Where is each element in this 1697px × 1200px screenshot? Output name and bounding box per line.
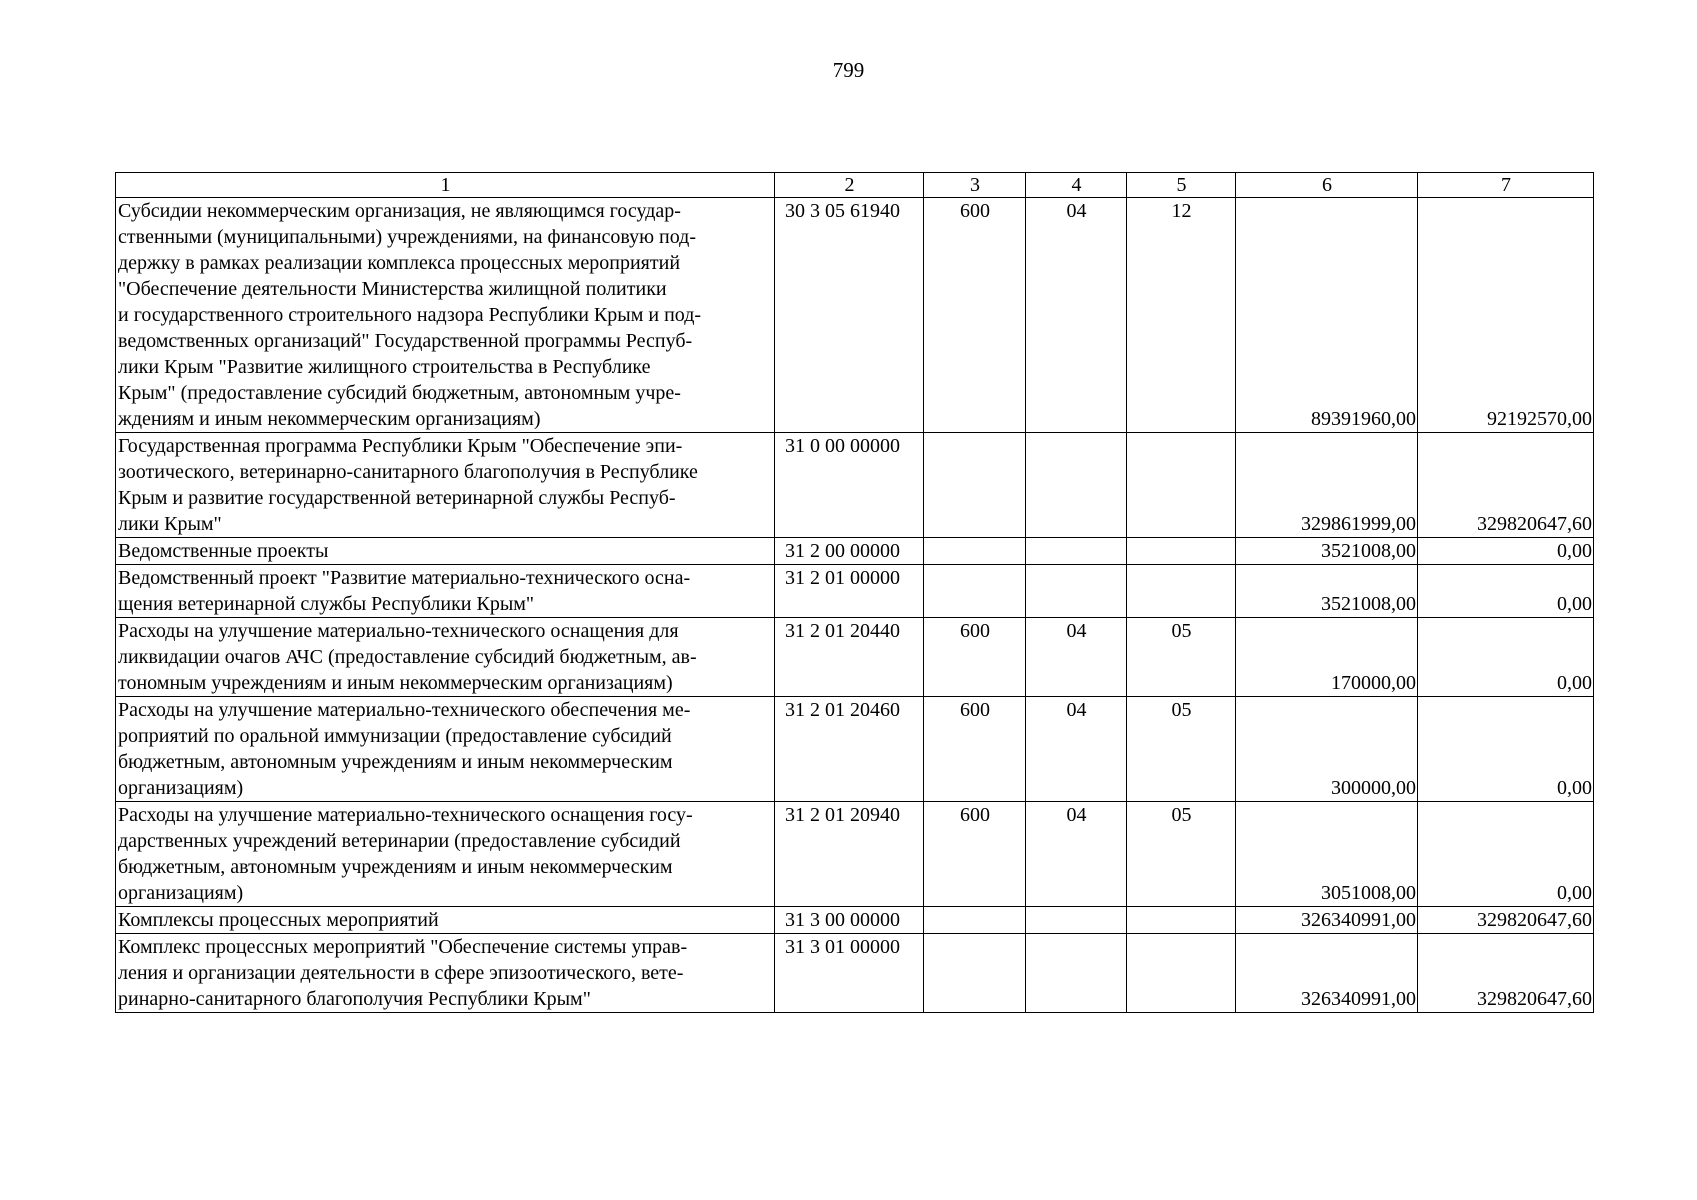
row-col4 [1026,565,1127,618]
row-amount-col6: 300000,00 [1236,697,1418,802]
row-amount-col6: 326340991,00 [1236,907,1418,934]
row-col5 [1127,934,1236,1013]
row-col4: 04 [1026,697,1127,802]
row-code: 31 0 00 00000 [775,433,924,538]
row-amount-col6: 329861999,00 [1236,433,1418,538]
row-code: 31 3 01 00000 [775,934,924,1013]
table-row [116,618,1594,697]
row-amount-col7: 329820647,60 [1418,907,1594,934]
table-row [116,565,1594,618]
table-row [116,697,1594,802]
row-amount-col7: 329820647,60 [1418,934,1594,1013]
row-col4: 04 [1026,198,1127,433]
row-col3: 600 [924,802,1026,907]
table-row [116,198,1594,433]
row-col3 [924,433,1026,538]
row-code: 30 3 05 61940 [775,198,924,433]
row-name: Расходы на улучшение материально-технического обеспечения ме- роприятий по оральной иммунизации (предоставление субсидий бюджетным, автономным учреждениям и иным некоммерческим организациям) [116,697,775,802]
row-col5: 05 [1127,618,1236,697]
row-name: Комплексы процессных мероприятий [116,907,775,934]
budget-table [115,172,1594,1013]
row-col3 [924,565,1026,618]
row-code: 31 2 01 20440 [775,618,924,697]
row-amount-col6: 3521008,00 [1236,565,1418,618]
row-amount-col7: 329820647,60 [1418,433,1594,538]
row-amount-col6: 3521008,00 [1236,538,1418,565]
column-header: 1 [116,173,775,198]
row-name: Государственная программа Республики Крым "Обеспечение эпи- зоотического, ветеринарно-санитарного благополучия в Республике Крым и развитие государственной ветеринарной службы Респуб- лики Крым" [116,433,775,538]
row-code: 31 3 00 00000 [775,907,924,934]
row-col5: 05 [1127,802,1236,907]
row-amount-col6: 3051008,00 [1236,802,1418,907]
row-col4: 04 [1026,618,1127,697]
row-name: Комплекс процессных мероприятий "Обеспечение системы управ- ления и организации деятельности в сфере эпизоотического, вете- ринарно-санитарного благополучия Республики Крым" [116,934,775,1013]
table-row [116,538,1594,565]
row-code: 31 2 01 00000 [775,565,924,618]
row-col4 [1026,538,1127,565]
table-row [116,907,1594,934]
row-col3: 600 [924,198,1026,433]
table-row [116,802,1594,907]
row-name: Ведомственные проекты [116,538,775,565]
row-amount-col7: 0,00 [1418,802,1594,907]
row-name: Субсидии некоммерческим организация, не являющимся государ- ственными (муниципальными) учреждениями, на финансовую под- держку в рамках реализации комплекса процессных мероприятий "Обеспечение деятельности Министерства жилищной политики и государственного строительного надзора Республики Крым и под- ведомственных организаций" Государственной программы Респуб- лики Крым "Развитие жилищного строительства в Республике Крым" (предоставление субсидий бюджетным, автономным учре- ждениям и иным некоммерческим организациям) [116,198,775,433]
row-amount-col6: 89391960,00 [1236,198,1418,433]
row-col3 [924,907,1026,934]
table-row [116,934,1594,1013]
row-col5 [1127,907,1236,934]
row-col3 [924,934,1026,1013]
row-amount-col7: 0,00 [1418,697,1594,802]
row-name: Ведомственный проект "Развитие материально-технического осна- щения ветеринарной службы Республики Крым" [116,565,775,618]
row-code: 31 2 00 00000 [775,538,924,565]
row-col4 [1026,907,1127,934]
column-header: 4 [1026,173,1127,198]
column-number-row [116,173,1594,198]
page-number: 799 [832,58,865,82]
table-row [116,433,1594,538]
row-amount-col6: 170000,00 [1236,618,1418,697]
row-name: Расходы на улучшение материально-технического оснащения для ликвидации очагов АЧС (предоставление субсидий бюджетным, ав- тономным учреждениям и иным некоммерческим организациям) [116,618,775,697]
column-header: 2 [775,173,924,198]
row-col5 [1127,565,1236,618]
column-header: 3 [924,173,1026,198]
row-code: 31 2 01 20460 [775,697,924,802]
row-col5 [1127,433,1236,538]
column-header: 7 [1418,173,1594,198]
row-col4 [1026,433,1127,538]
row-name: Расходы на улучшение материально-технического оснащения госу- дарственных учреждений ветеринарии (предоставление субсидий бюджетным, автономным учреждениям и иным некоммерческим организациям) [116,802,775,907]
column-header: 5 [1127,173,1236,198]
row-amount-col6: 326340991,00 [1236,934,1418,1013]
row-col3: 600 [924,697,1026,802]
row-amount-col7: 0,00 [1418,618,1594,697]
row-col5: 12 [1127,198,1236,433]
row-col5: 05 [1127,697,1236,802]
row-code: 31 2 01 20940 [775,802,924,907]
row-col5 [1127,538,1236,565]
row-amount-col7: 0,00 [1418,538,1594,565]
row-col3: 600 [924,618,1026,697]
row-col3 [924,538,1026,565]
column-header: 6 [1236,173,1418,198]
row-amount-col7: 0,00 [1418,565,1594,618]
row-amount-col7: 92192570,00 [1418,198,1594,433]
row-col4 [1026,934,1127,1013]
row-col4: 04 [1026,802,1127,907]
